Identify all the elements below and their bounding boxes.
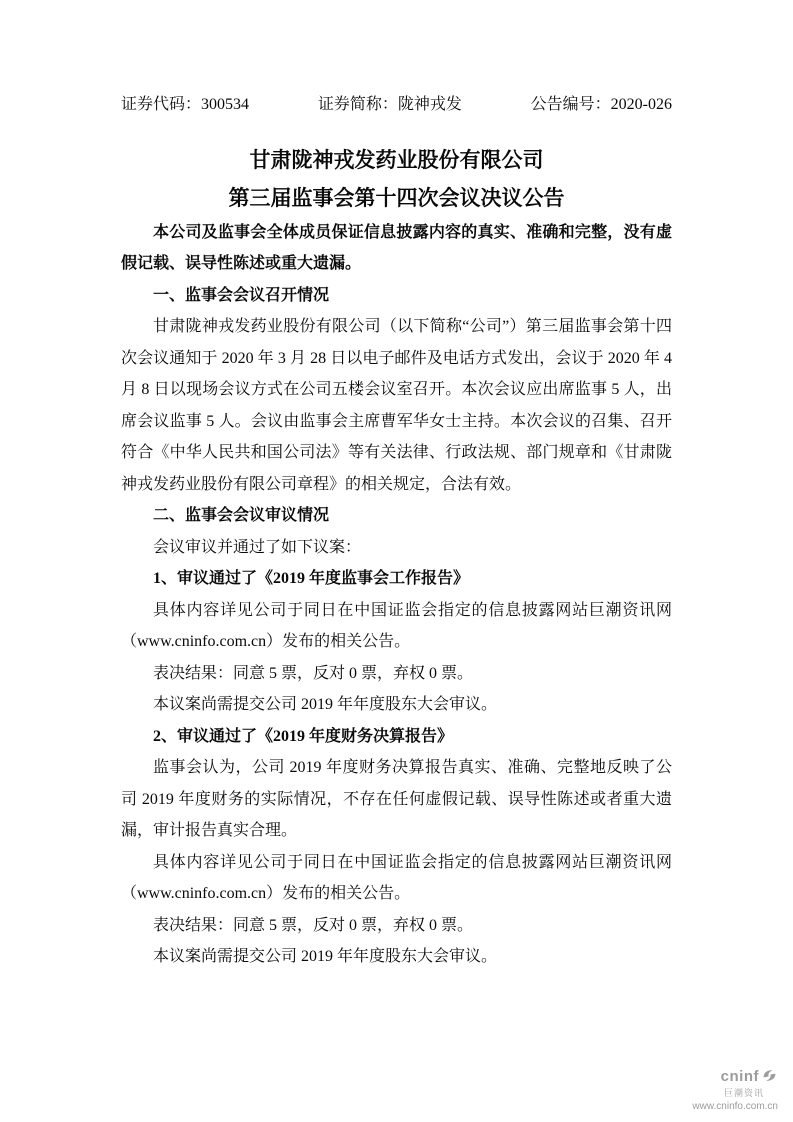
document-title [121,141,672,217]
item2-paragraph1: 监事会认为，公司 2019 年度财务决算报告真实、准确、完整地反映了公司 2019 年度财务的实际情况，不存在任何虚假记载、误导性陈述或者重大遗漏，审计报告真实合理。 [121,759,672,839]
announcement-number: 公告编号：2020-026 [530,96,672,113]
item2-heading: 2、审议通过了《2019 年度财务决算报告》 [153,727,454,745]
item1-paragraph: 具体内容详见公司于同日在中国证监会指定的信息披露网站巨潮资讯网（www.cninfo.com.cn）发布的相关公告。 [121,601,672,650]
section2-heading: 二、监事会会议审议情况 [153,507,330,524]
section2-intro: 会议审议并通过了如下议案： [153,538,362,556]
title-line-meeting: 第三届监事会第十四次会议决议公告 [228,185,565,210]
section1-heading: 一、监事会会议召开情况 [153,286,330,304]
disclosure-notice: 本公司及监事会全体成员保证信息披露内容的真实、准确和完整，没有虚假记载、误导性陈述或重大遗漏。 [121,223,672,272]
item2-paragraph2: 具体内容详见公司于同日在中国证监会指定的信息披露网站巨潮资讯网（www.cninfo.com.cn）发布的相关公告。 [121,853,672,902]
item2-vote-result: 表决结果：同意 5 票，反对 0 票，弃权 0 票。 [153,916,474,934]
item1-note: 本议案尚需提交公司 2019 年年度股东大会审议。 [153,696,498,713]
document-body [121,217,672,973]
cninfo-brand-row [692,1067,778,1089]
cninfo-url: www.cninfo.com.cn [692,1101,778,1112]
item1-heading: 1、审议通过了《2019 年度监事会工作报告》 [153,570,470,587]
section1-paragraph: 甘肃陇神戎发药业股份有限公司（以下简称“公司”）第三届监事会第十四次会议通知于 2020 年 3 月 28 日以电子邮件及电话方式发出，会议于 2020 年 4 月 8 日以现场会议方式在公司五楼会议室召开。本次会议应出席监事 5 人，出席会议监事 5 人。会议由监事会主席曹军华女士主持。本次会议的召集、召开符合《中华人民共和国公司法》等有关法律、行政法规、部门规章和《甘肃陇神戎发药业股份有限公司章程》的相关规定，合法有效。 [121,318,672,493]
document-header [121,89,672,121]
item1-vote-result: 表决结果：同意 5 票，反对 0 票，弃权 0 票。 [153,664,474,682]
cninfo-swirl-logo-icon [761,1067,778,1089]
cninfo-watermark [692,1067,778,1112]
item2-note: 本议案尚需提交公司 2019 年年度股东大会审议。 [153,948,498,965]
security-name: 证券简称：陇神戎发 [317,96,462,113]
title-line-company: 甘肃陇神戎发药业股份有限公司 [249,147,544,172]
cninfo-brand-text: cninf [720,1068,759,1086]
cninfo-chinese-name: 巨潮资讯 [723,1088,764,1099]
security-code: 证券代码：300534 [121,96,250,113]
